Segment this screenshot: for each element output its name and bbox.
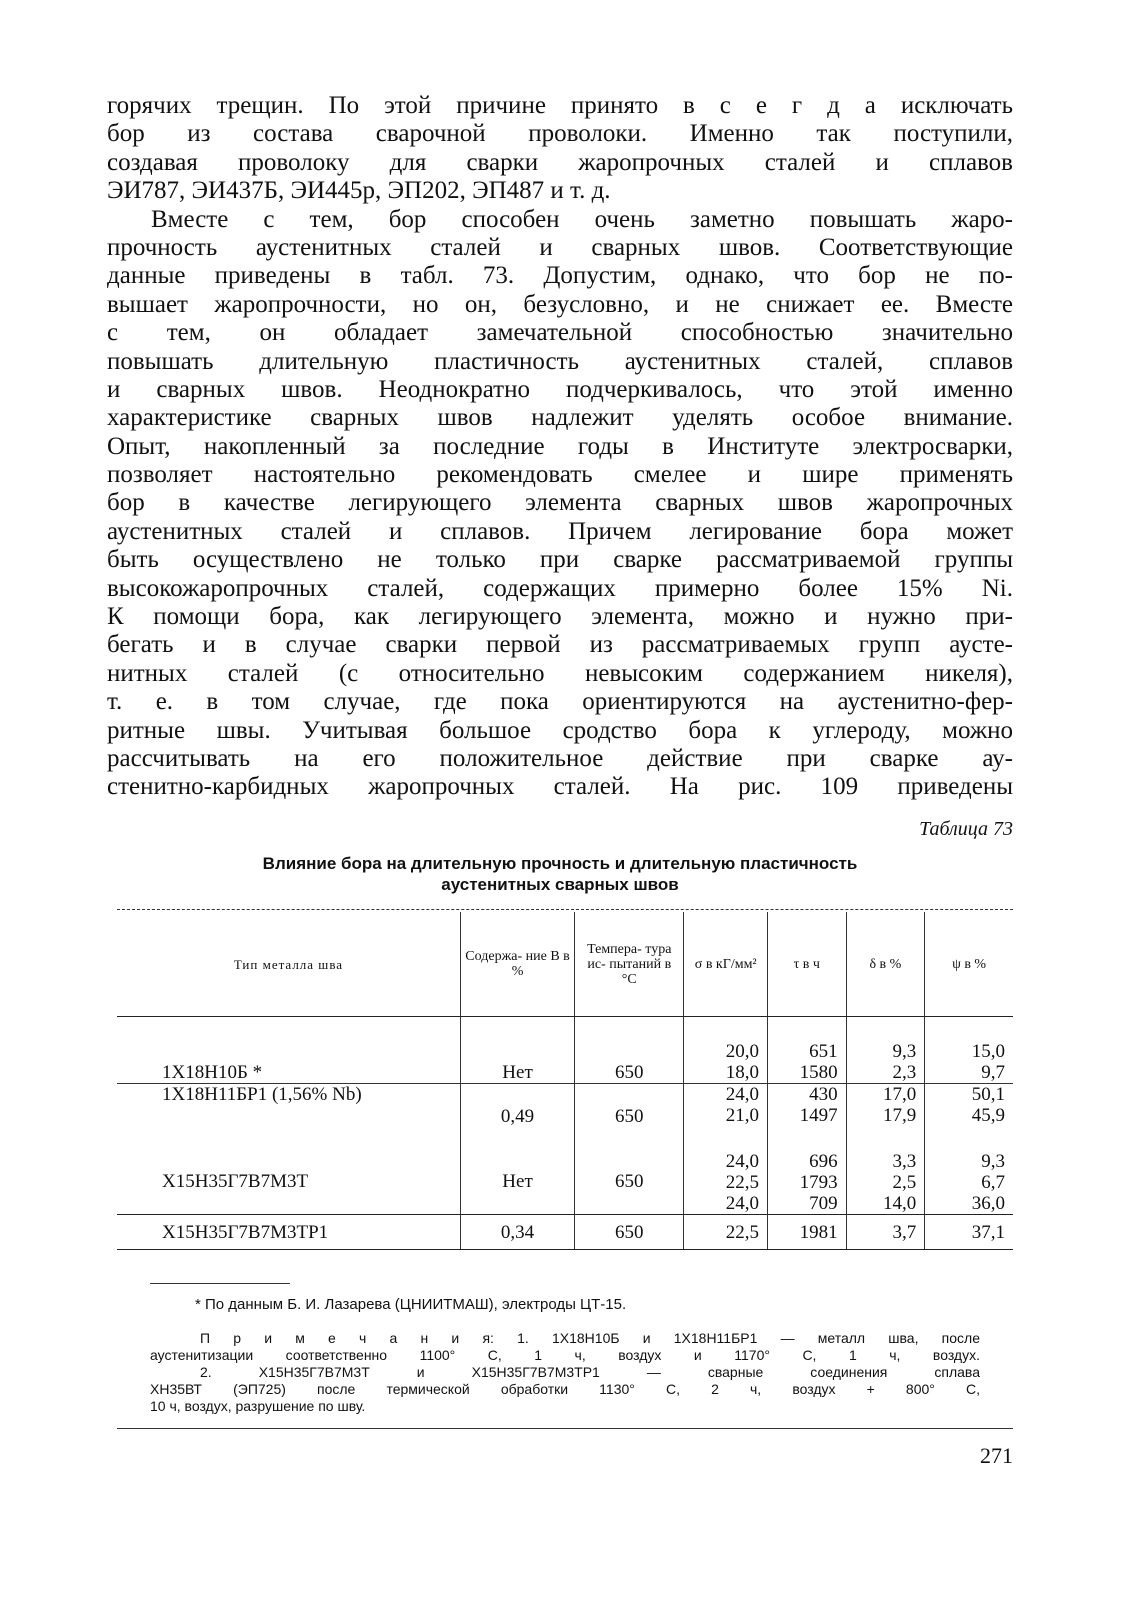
psi-cell	[925, 1084, 1013, 1149]
body-line: горячих трещин. По этой причине принято в с е г д а исключать	[107, 92, 1013, 119]
sigma-value: 24,0	[725, 1084, 760, 1105]
body-line: рассчитывать на его положительное действие при сварке ау-	[107, 744, 1013, 772]
psi-value: 15,0	[971, 1041, 1005, 1062]
metal-type-value: 1Х18Н11БР1 (1,56% Nb)	[162, 1084, 362, 1105]
body-line: Опыт, накопленный за последние годы в Институте электросварки,	[107, 432, 1013, 460]
metal-type-cell: Х15Н35Г7В7М3ТР1	[117, 1215, 460, 1250]
sigma-value: 20,0	[725, 1041, 760, 1062]
table-row	[117, 1084, 1013, 1149]
psi-value: 36,0	[971, 1193, 1005, 1214]
sigma-cell	[684, 1148, 768, 1215]
metal-type-cell: Х15Н35Г7В7М3Т	[117, 1148, 460, 1215]
sigma-value: 24,0	[725, 1193, 760, 1214]
delta-value: 2,3	[892, 1062, 917, 1083]
body-line: бор в качестве легирующего элемента сварных швов жаропрочных	[107, 489, 1013, 517]
table-top-rule	[117, 909, 1013, 910]
temperature-cell: 650	[575, 1148, 684, 1215]
tau-value: 1793	[799, 1172, 838, 1193]
table-notes	[150, 1330, 980, 1415]
header-cell: δ в %	[846, 912, 925, 1017]
delta-value: 3,3	[892, 1151, 917, 1172]
body-text	[107, 92, 1013, 802]
body-line: высокожаропрочных сталей, содержащих примерно более 15% Ni.	[107, 574, 1013, 602]
body-line: бегать и в случае сварки первой из рассматриваемых групп аусте-	[107, 631, 1013, 659]
tau-cell	[768, 1017, 847, 1084]
psi-value: 50,1	[971, 1084, 1005, 1105]
psi-cell	[925, 1017, 1013, 1084]
delta-value: 17,0	[882, 1084, 917, 1105]
sigma-value: 21,0	[725, 1105, 760, 1126]
sigma-value: 24,0	[725, 1151, 760, 1172]
temperature-cell: 650	[575, 1215, 684, 1250]
table-footnote: * По данным Б. И. Лазарева (ЦНИИТМАШ), электроды ЦТ-15.	[195, 1296, 627, 1313]
body-line: быть осуществлено не только при сварке рассматриваемой группы	[107, 546, 1013, 574]
table-title	[107, 853, 1013, 895]
psi-value: 9,7	[981, 1062, 1005, 1083]
boron-cell: 0,49	[460, 1084, 574, 1149]
tau-cell	[768, 1084, 847, 1149]
delta-value: 2,5	[892, 1172, 917, 1193]
body-line: прочность аустенитных сталей и сварных швов. Соответствующие	[107, 233, 1013, 261]
body-line: т. е. в том случае, где пока ориентируются на аустенитно-фер-	[107, 688, 1013, 716]
body-line: с тем, он обладает замечательной способностью значительно	[107, 319, 1013, 347]
tau-cell: 1981	[768, 1215, 847, 1250]
tau-value: 651	[809, 1041, 838, 1062]
tau-value: 430	[809, 1084, 838, 1105]
tau-value: 696	[809, 1151, 838, 1172]
metal-type-cell: 1Х18Н10Б *	[117, 1017, 460, 1084]
sigma-cell	[684, 1017, 768, 1084]
psi-cell: 37,1	[925, 1215, 1013, 1250]
table-row	[117, 1017, 1013, 1084]
psi-value: 45,9	[971, 1105, 1005, 1126]
table-bottom-rule	[117, 1428, 1013, 1429]
boron-cell: 0,34	[460, 1215, 574, 1250]
body-line: стенитно-карбидных жаропрочных сталей. На рис. 109 приведены	[107, 773, 1013, 801]
sigma-value: 18,0	[725, 1062, 760, 1083]
note-line: ХН35ВТ (ЭП725) после термической обработки 1130° С, 2 ч, воздух + 800° С,	[150, 1381, 980, 1397]
table-title-line: аустенитных сварных швов	[441, 875, 679, 894]
delta-value: 9,3	[892, 1041, 917, 1062]
header-cell: τ в ч	[768, 912, 847, 1017]
table-header-row	[117, 912, 1013, 1017]
tau-value: 1497	[799, 1105, 838, 1126]
delta-cell: 3,7	[846, 1215, 925, 1250]
psi-value: 9,3	[981, 1151, 1005, 1172]
table-title-line: Влияние бора на длительную прочность и длительную пластичность	[262, 854, 858, 873]
temperature-cell: 650	[575, 1084, 684, 1149]
body-line: К помощи бора, как легирующего элемента, можно и нужно при-	[107, 603, 1013, 631]
body-line: данные приведены в табл. 73. Допустим, однако, что бор не по-	[107, 262, 1013, 290]
header-cell: Темпера- тура ис- пытаний в °С	[575, 912, 684, 1017]
tau-cell	[768, 1148, 847, 1215]
body-line: создавая проволоку для сварки жаропрочных сталей и сплавов	[107, 148, 1013, 176]
delta-cell	[846, 1148, 925, 1215]
body-line: ЭИ787, ЭИ437Б, ЭИ445р, ЭП202, ЭП487 и т. д.	[107, 177, 611, 205]
delta-value: 14,0	[882, 1193, 917, 1214]
sigma-cell	[684, 1084, 768, 1149]
header-cell: Тип металла шва	[117, 912, 460, 1017]
metal-type-cell	[117, 1084, 460, 1149]
body-line: позволяет настоятельно рекомендовать смелее и шире применять	[107, 461, 1013, 489]
note-line: аустенитизации соответственно 1100° С, 1 ч, воздух и 1170° С, 1 ч, воздух.	[150, 1347, 980, 1363]
header-cell: ψ в %	[925, 912, 1013, 1017]
footnote-rule	[150, 1283, 290, 1284]
note-line: П р и м е ч а н и я: 1. 1Х18Н10Б и 1Х18Н11БР1 — металл шва, после	[200, 1330, 980, 1346]
body-line: характеристике сварных швов надлежит уделять особое внимание.	[107, 404, 1013, 432]
delta-cell	[846, 1084, 925, 1149]
body-line: аустенитных сталей и сплавов. Причем легирование бора может	[107, 517, 1013, 545]
tau-value: 1580	[799, 1062, 838, 1083]
note-line: 10 ч, воздух, разрушение по шву.	[150, 1398, 366, 1414]
body-line: нитных сталей (с относительно невысоким содержанием никеля),	[107, 659, 1013, 687]
boron-cell: Нет	[460, 1017, 574, 1084]
sigma-cell: 22,5	[684, 1215, 768, 1250]
header-cell: Содержа- ние В в %	[460, 912, 574, 1017]
body-line: вышает жаропрочности, но он, безусловно, и не снижает ее. Вместе	[107, 290, 1013, 318]
sigma-value: 22,5	[725, 1172, 760, 1193]
boron-cell: Нет	[460, 1148, 574, 1215]
page-number: 271	[980, 1443, 1013, 1468]
note-line: 2. Х15Н35Г7В7М3Т и Х15Н35Г7В7М3ТР1 — сварные соединения сплава	[200, 1364, 980, 1380]
table-caption: Таблица 73	[919, 818, 1013, 840]
tau-value: 709	[809, 1193, 838, 1214]
body-line: бор из состава сварочной проволоки. Именно так поступили,	[107, 120, 1013, 148]
psi-cell	[925, 1148, 1013, 1215]
table-row	[117, 1148, 1013, 1215]
delta-value: 17,9	[882, 1105, 917, 1126]
delta-cell	[846, 1017, 925, 1084]
body-line: и сварных швов. Неоднократно подчеркивалось, что этой именно	[107, 375, 1013, 403]
body-line: ритные швы. Учитывая большое сродство бора к углероду, можно	[107, 716, 1013, 744]
data-table	[117, 912, 1013, 1250]
psi-value: 6,7	[981, 1172, 1005, 1193]
body-line: Вместе с тем, бор способен очень заметно повышать жаро-	[151, 205, 1013, 233]
temperature-cell: 650	[575, 1017, 684, 1084]
table-row	[117, 1215, 1013, 1250]
body-line: повышать длительную пластичность аустенитных сталей, сплавов	[107, 347, 1013, 375]
header-cell: σ в кГ/мм²	[684, 912, 768, 1017]
